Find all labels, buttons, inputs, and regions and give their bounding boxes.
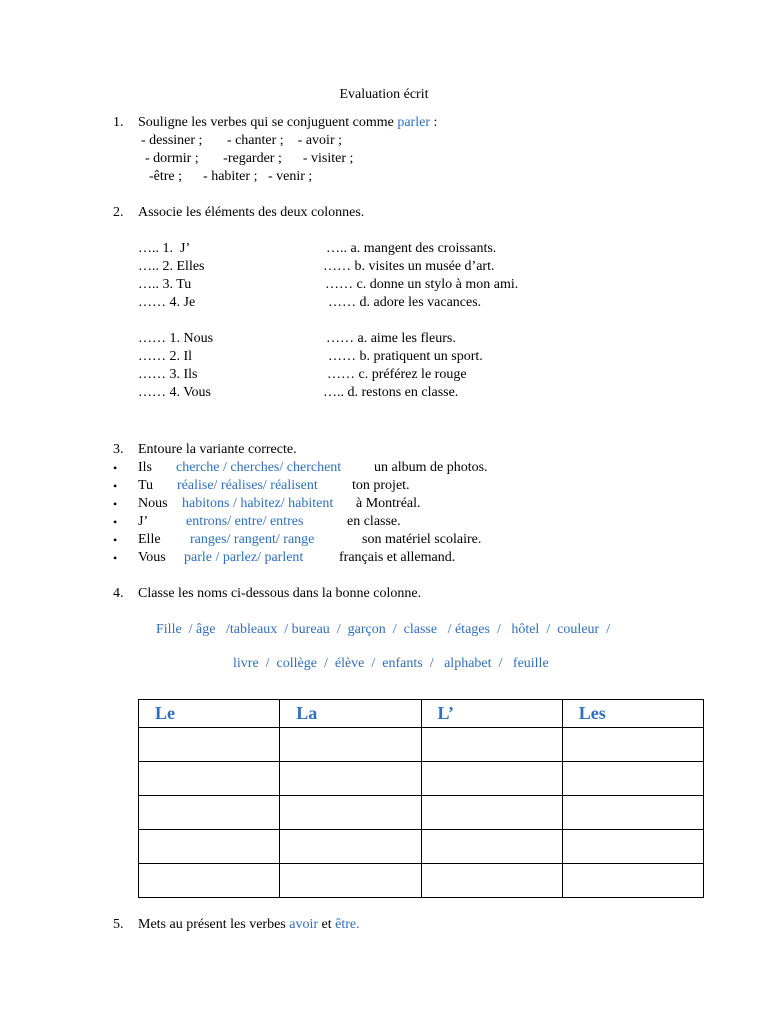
- q2-right-item: …… c. préférez le rouge: [327, 367, 467, 382]
- q2-right-item: …… a. aime les fleurs.: [326, 331, 456, 346]
- q3-subject: Vous: [138, 550, 166, 565]
- bullet: •: [113, 479, 118, 493]
- q1-verbs-line-2: - dormir ; -regarder ; - visiter ;: [145, 151, 354, 166]
- bullet: •: [113, 551, 118, 565]
- q5-and: et: [318, 917, 336, 932]
- table-cell: [562, 796, 703, 830]
- table-row: [139, 796, 704, 830]
- q2-left-item: …… 4. Vous: [138, 385, 212, 400]
- q2-left-item: …… 3. Ils: [138, 367, 198, 382]
- table-cell: [421, 728, 562, 762]
- q3-options: cherche / cherches/ cherchent: [176, 460, 342, 475]
- q2-right-item: ….. a. mangent des croissants.: [326, 241, 497, 256]
- table-header-row: [139, 700, 704, 728]
- q3-ending: français et allemand.: [339, 550, 456, 565]
- q3-options: habitons / habitez/ habitent: [182, 496, 334, 511]
- column-header-le: Le: [139, 700, 280, 728]
- table-row: [139, 728, 704, 762]
- q4-instruction: Classe les noms ci-dessous dans la bonne colonne.: [138, 586, 422, 601]
- table-cell: [139, 796, 280, 830]
- q3-number: 3.: [113, 442, 124, 457]
- q3-ending: ton projet.: [352, 478, 410, 493]
- q1-instruction: [138, 114, 437, 132]
- q4-word-list-line-1: Fille / âge /tableaux / bureau / garçon / classe / étages / hôtel / couleur /: [156, 622, 611, 637]
- bullet: •: [113, 497, 118, 511]
- q3-subject: Tu: [138, 478, 154, 493]
- q5-text: Mets au présent les verbes: [138, 917, 290, 932]
- table-row: [139, 830, 704, 864]
- q2-right-item: …… b. visites un musée d’art.: [323, 259, 495, 274]
- q3-ending: à Montréal.: [356, 496, 421, 511]
- table-cell: [562, 864, 703, 898]
- table-cell: [421, 762, 562, 796]
- q2-left-item: ….. 3. Tu: [138, 277, 192, 292]
- q5-verb-etre: être.: [335, 917, 360, 932]
- q3-instruction: Entoure la variante correcte.: [138, 442, 297, 457]
- q1-model-verb: parler: [397, 115, 430, 130]
- q2-right-item: ….. d. restons en classe.: [323, 385, 459, 400]
- table-cell: [280, 830, 421, 864]
- column-header-la: La: [280, 700, 421, 728]
- table-cell: [562, 830, 703, 864]
- q3-subject: Nous: [138, 496, 168, 511]
- q2-left-item: …… 4. Je: [138, 295, 196, 310]
- q3-options: réalise/ réalises/ réalisent: [177, 478, 318, 493]
- q1-number: 1.: [113, 115, 124, 130]
- q3-options: parle / parlez/ parlent: [184, 550, 304, 565]
- q2-right-item: …… c. donne un stylo à mon ami.: [325, 277, 519, 292]
- table-cell: [421, 830, 562, 864]
- table-cell: [280, 762, 421, 796]
- table-cell: [280, 796, 421, 830]
- bullet: •: [113, 533, 118, 547]
- q2-left-item: …… 1. Nous: [138, 331, 214, 346]
- q2-right-item: …… d. adore les vacances.: [328, 295, 482, 310]
- table-cell: [139, 762, 280, 796]
- q1-verbs-line-3: -être ; - habiter ; - venir ;: [149, 169, 313, 184]
- table-cell: [280, 728, 421, 762]
- q2-right-item: …… b. pratiquent un sport.: [328, 349, 483, 364]
- q1-verbs-line-1: - dessiner ; - chanter ; - avoir ;: [141, 133, 342, 148]
- q3-ending: un album de photos.: [374, 460, 488, 475]
- q3-subject: Ils: [138, 460, 152, 475]
- bullet: •: [113, 515, 118, 529]
- table-cell: [562, 762, 703, 796]
- q3-subject: Elle: [138, 532, 161, 547]
- q5-number: 5.: [113, 917, 124, 932]
- q3-options: entrons/ entre/ entres: [186, 514, 304, 529]
- table-cell: [139, 864, 280, 898]
- q5-instruction: [138, 916, 360, 934]
- table-row: [139, 762, 704, 796]
- q2-instruction: Associe les éléments des deux colonnes.: [138, 205, 365, 220]
- column-header-l-apostrophe: L’: [421, 700, 562, 728]
- q3-options: ranges/ rangent/ range: [190, 532, 315, 547]
- table-cell: [139, 830, 280, 864]
- q1-suffix: :: [430, 115, 438, 130]
- page-title: Evaluation écrit: [339, 87, 429, 102]
- table-cell: [139, 728, 280, 762]
- q1-text: Souligne les verbes qui se conjuguent comme: [138, 115, 398, 130]
- q3-ending: en classe.: [347, 514, 401, 529]
- table-cell: [562, 728, 703, 762]
- q4-word-list-line-2: livre / collège / élève / enfants / alphabet / feuille: [233, 656, 549, 671]
- q5-verb-avoir: avoir: [289, 917, 318, 932]
- q2-number: 2.: [113, 205, 124, 220]
- q2-left-item: ….. 1. J’: [138, 241, 191, 256]
- classification-table: [138, 699, 704, 898]
- table-cell: [421, 864, 562, 898]
- table-cell: [280, 864, 421, 898]
- table-row: [139, 864, 704, 898]
- q4-number: 4.: [113, 586, 124, 601]
- q3-subject: J’: [138, 514, 149, 529]
- table-cell: [421, 796, 562, 830]
- column-header-les: Les: [562, 700, 703, 728]
- q2-left-item: ….. 2. Elles: [138, 259, 205, 274]
- q3-ending: son matériel scolaire.: [362, 532, 482, 547]
- bullet: •: [113, 461, 118, 475]
- q2-left-item: …… 2. Il: [138, 349, 193, 364]
